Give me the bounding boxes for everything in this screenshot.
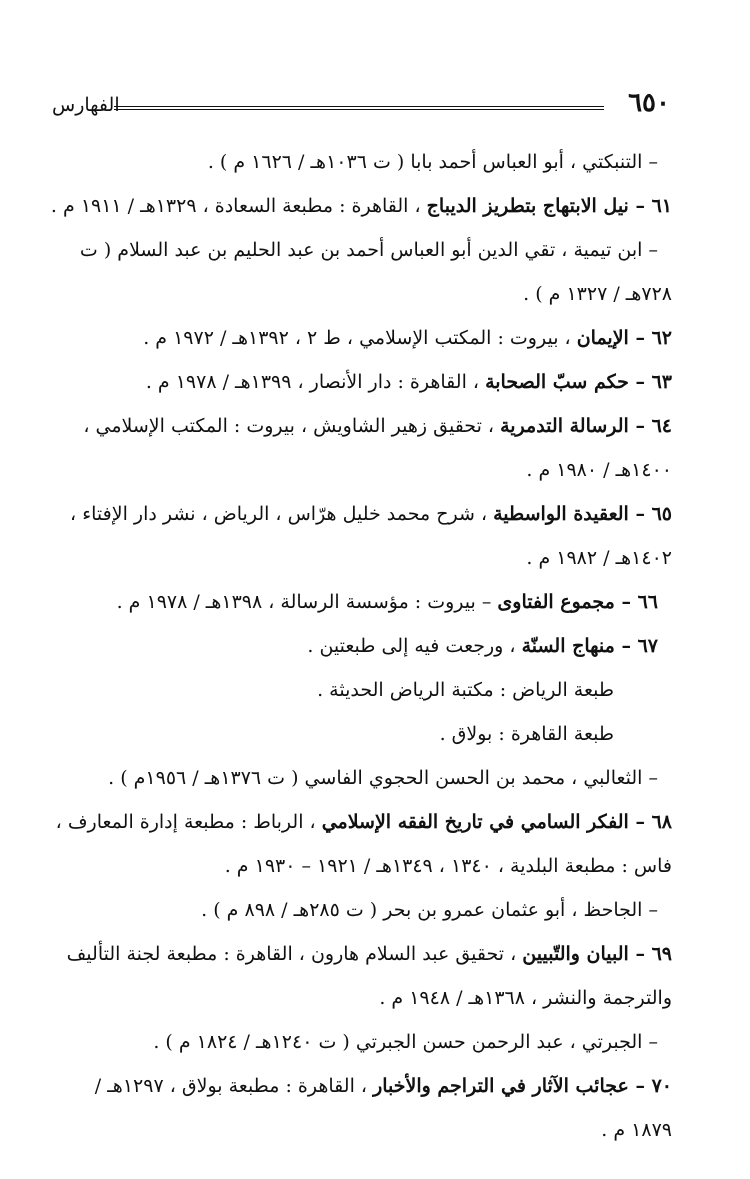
entry-title: ٦١ – — [628, 195, 672, 217]
entry-line — [48, 844, 672, 888]
page-header — [52, 88, 670, 122]
entry-line — [48, 404, 672, 448]
entry-line — [48, 1020, 672, 1064]
entry-text: والترجمة والنشر ، ١٣٦٨هـ / ١٩٤٨ م . — [379, 987, 672, 1009]
header-rule — [114, 106, 604, 110]
entry-line — [48, 1108, 672, 1152]
entry-text: ، تحقيق زهير الشاويش ، بيروت : المكتب الإسلامي ، — [83, 415, 501, 437]
entry-title: نيل الابتهاج بتطريز الديباج — [426, 195, 629, 217]
entry-line — [48, 888, 672, 932]
entry-title: ٦٣ – — [628, 371, 672, 393]
entry-line — [48, 756, 672, 800]
entry-text: – الجاحظ ، أبو عثمان عمرو بن بحر ( ت ٢٨٥هـ / ٨٩٨ م ) . — [201, 899, 658, 921]
entry-text: ، شرح محمد خليل هرّاس ، الرياض ، نشر دار الإفتاء ، — [70, 503, 494, 525]
entry-line — [48, 932, 672, 976]
entry-title: ٦٥ – — [628, 503, 672, 525]
entry-title: ٦٧ – — [614, 635, 658, 657]
entry-line — [48, 668, 672, 712]
running-title: الفهارس — [52, 94, 120, 116]
entry-line — [48, 976, 672, 1020]
entry-text: طبعة القاهرة : بولاق . — [439, 723, 614, 745]
entry-text: – التنبكتي ، أبو العباس أحمد بابا ( ت ١٠٣٦هـ / ١٦٢٦ م ) . — [207, 151, 658, 173]
entry-text: – الجبرتي ، عبد الرحمن حسن الجبرتي ( ت ١٢٤٠هـ / ١٨٢٤ م ) . — [153, 1031, 658, 1053]
index-entries — [48, 140, 672, 1152]
entry-text: ، بيروت : المكتب الإسلامي ، ط ٢ ، ١٣٩٢هـ / ١٩٧٢ م . — [143, 327, 577, 349]
entry-line — [48, 800, 672, 844]
entry-title: مجموع الفتاوى — [497, 591, 615, 613]
entry-line — [48, 316, 672, 360]
page-number: ٦٥٠ — [628, 88, 670, 118]
entry-line — [48, 184, 672, 228]
entry-line — [48, 448, 672, 492]
entry-title: ٦٢ – — [628, 327, 672, 349]
entry-line — [48, 1064, 672, 1108]
entry-text: – الثعالبي ، محمد بن الحسن الحجوي الفاسي ( ت ١٣٧٦هـ / ١٩٥٦م ) . — [108, 767, 658, 789]
entry-text: ، الرباط : مطبعة إدارة المعارف ، — [55, 811, 322, 833]
entry-line — [48, 492, 672, 536]
entry-title: الفكر السامي في تاريخ الفقه الإسلامي — [321, 811, 629, 833]
entry-line — [48, 228, 672, 272]
entry-title: العقيدة الواسطية — [493, 503, 629, 525]
entry-text: ، ورجعت فيه إلى طبعتين . — [307, 635, 522, 657]
entry-title: منهاج السنّة — [521, 635, 615, 657]
entry-title: ٧٠ – — [628, 1075, 672, 1097]
entry-line — [48, 272, 672, 316]
entry-title: ٦٤ – — [628, 415, 672, 437]
entry-text: ١٤٠٢هـ / ١٩٨٢ م . — [526, 547, 672, 569]
entry-title: عجائب الآثار في التراجم والأخبار — [373, 1075, 629, 1097]
entry-title: ٦٨ – — [628, 811, 672, 833]
entry-text: ١٤٠٠هـ / ١٩٨٠ م . — [526, 459, 672, 481]
entry-line — [48, 140, 672, 184]
entry-text: – بيروت : مؤسسة الرسالة ، ١٣٩٨هـ / ١٩٧٨ م . — [116, 591, 498, 613]
entry-title: ٦٩ – — [628, 943, 672, 965]
entry-line — [48, 624, 672, 668]
entry-text: ، القاهرة : مطبعة بولاق ، ١٢٩٧هـ / — [94, 1075, 374, 1097]
entry-title: حكم سبّ الصحابة — [485, 371, 629, 393]
entry-line — [48, 580, 672, 624]
entry-line — [48, 536, 672, 580]
entry-title: البيان والتّبيين — [522, 943, 629, 965]
entry-title: الرسالة التدمرية — [500, 415, 629, 437]
entry-text: ، القاهرة : دار الأنصار ، ١٣٩٩هـ / ١٩٧٨ م . — [145, 371, 486, 393]
entry-text: طبعة الرياض : مكتبة الرياض الحديثة . — [317, 679, 614, 701]
entry-text: ، القاهرة : مطبعة السعادة ، ١٣٢٩هـ / ١٩١١ م . — [50, 195, 427, 217]
entry-text: ١٨٧٩ م . — [601, 1119, 672, 1141]
entry-line — [48, 712, 672, 756]
entry-text: ٧٢٨هـ / ١٣٢٧ م ) . — [523, 283, 672, 305]
entry-text: ، تحقيق عبد السلام هارون ، القاهرة : مطبعة لجنة التأليف — [66, 943, 523, 965]
entry-title: ٦٦ – — [614, 591, 658, 613]
entry-title: الإيمان — [576, 327, 629, 349]
entry-line — [48, 360, 672, 404]
entry-text: فاس : مطبعة البلدية ، ١٣٤٠ ، ١٣٤٩هـ / ١٩٢١ – ١٩٣٠ م . — [224, 855, 672, 877]
entry-text: – ابن تيمية ، تقي الدين أبو العباس أحمد بن عبد الحليم بن عبد السلام ( ت — [79, 239, 658, 261]
